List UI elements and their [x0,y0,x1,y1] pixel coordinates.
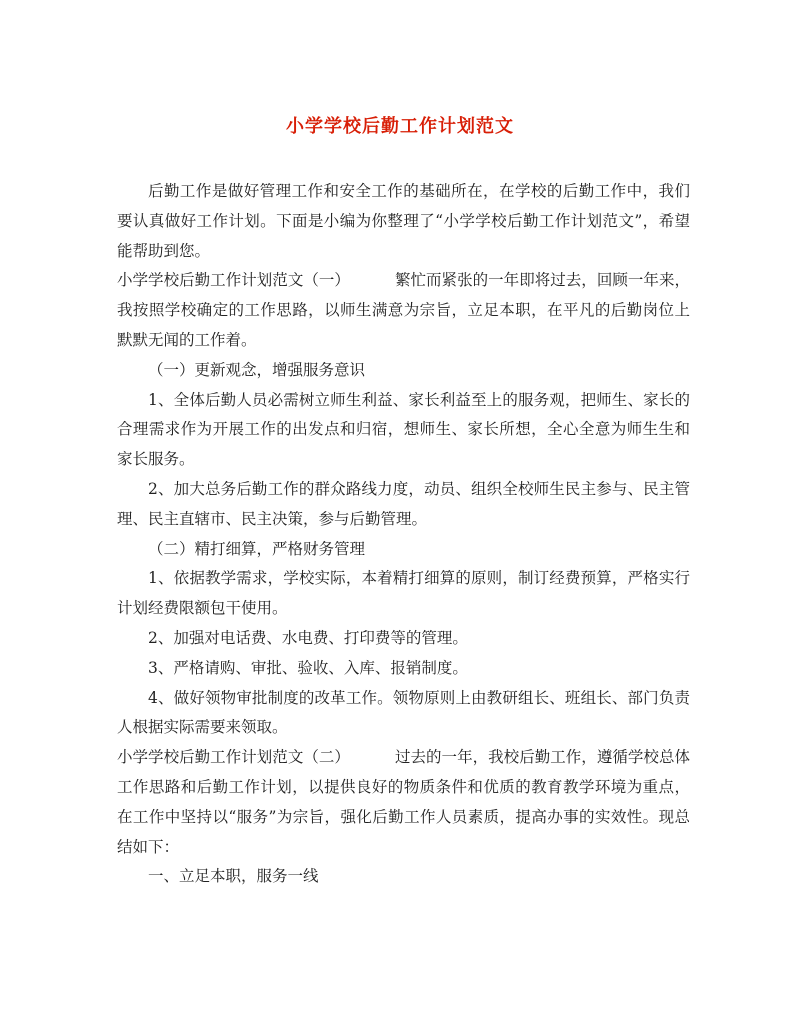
section1-part1-item2: 2、加大总务后勤工作的群众路线力度，动员、组织全校师生民主参与、民主管理、民主直辖市、民主决策，参与后勤管理。 [117,479,690,528]
section1-part2-item4: 4、做好领物审批制度的改革工作。领物原则上由教研组长、班组长、部门负责人根据实际需要来领取。 [117,688,690,737]
section1-heading: 小学学校后勤工作计划范文（一） [117,271,350,290]
section1-part2-item1: 1、依据教学需求，学校实际，本着精打细算的原则，制订经费预算，严格实行计划经费限额包干使用。 [117,569,690,618]
intro-paragraph: 后勤工作是做好管理工作和安全工作的基础所在，在学校的后勤工作中，我们要认真做好工作计划。下面是小编为你整理了“小学学校后勤工作计划范文”，希望能帮助到您。 [117,182,690,260]
section1-part2-item3: 3、严格请购、审批、验收、入库、报销制度。 [148,658,468,677]
section2-part1-heading: 一、立足本职，服务一线 [148,867,319,886]
section2-paragraph [117,743,690,862]
document-body [117,177,690,892]
section2-text: 过去的一年，我校后勤工作，遵循学校总体工作思路和后勤工作计划，以提供良好的物质条件和优质的教育教学环境为重点，在工作中坚持以“服务”为宗旨，强化后勤工作人员素质，提高办事的实效性。现总结如下： [117,748,690,856]
section1-part1-item1: 1、全体后勤人员必需树立师生利益、家长利益至上的服务观，把师生、家长的合理需求作为开展工作的出发点和归宿，想师生、家长所想，全心全意为师生生和家长服务。 [117,390,690,469]
section1-part2-item2: 2、加强对电话费、水电费、打印费等的管理。 [148,628,468,647]
section1-part2-heading: （二）精打细算，严格财务管理 [148,539,366,558]
section1-part1-heading: （一）更新观念，增强服务意识 [148,360,366,379]
document-title: 小学学校后勤工作计划范文 [286,116,514,137]
section2-heading: 小学学校后勤工作计划范文（二） [117,748,350,767]
section1-text: 繁忙而紧张的一年即将过去，回顾一年来，我按照学校确定的工作思路，以师生满意为宗旨，立足本职，在平凡的后勤岗位上默默无闻的工作着。 [117,271,690,349]
section1-paragraph [117,266,690,355]
